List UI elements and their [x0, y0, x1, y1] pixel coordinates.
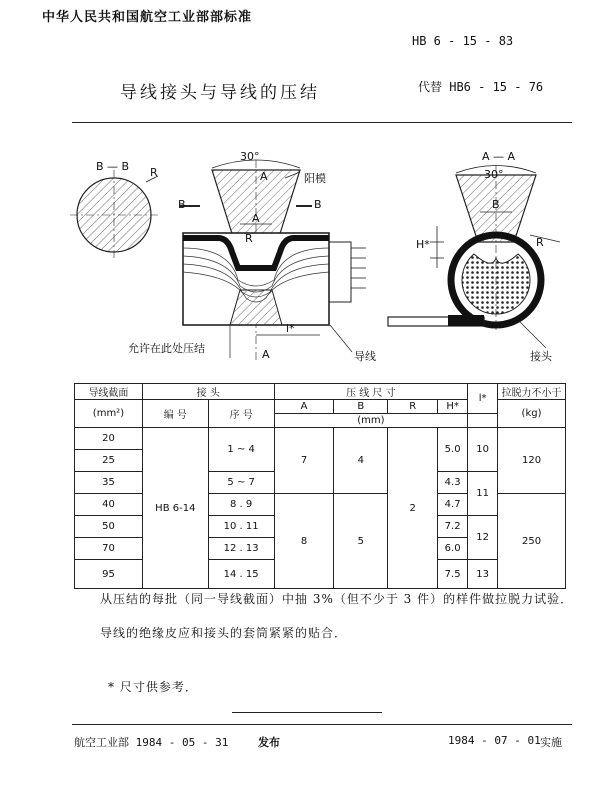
wire-section-cell: 95: [75, 560, 143, 589]
section-marker-a-bottom: A: [262, 348, 270, 361]
dimension-h-label: H*: [416, 238, 430, 251]
document-title: 导线接头与导线的压结: [120, 83, 320, 103]
effective-label: 实施: [540, 736, 562, 749]
h-value-cell: 6.0: [438, 538, 468, 560]
section-bb-view: [70, 170, 158, 260]
angle-label-right: 30°: [484, 168, 504, 181]
l-value-cell: 13: [468, 560, 498, 589]
note-sampling: 从压结的每批（同一导线截面）中抽 3%（但不少于 3 件）的样件做拉脱力试验．: [100, 592, 574, 606]
wire-section-cell: 35: [75, 472, 143, 494]
short-divider: [232, 712, 382, 713]
header-wire-section: 导线截面: [75, 384, 143, 400]
wire-section-cell: 40: [75, 494, 143, 516]
angle-label-middle: 30°: [240, 150, 260, 163]
header-terminal: 接 头: [142, 384, 274, 400]
header-terminal-no: 编 号: [142, 400, 208, 428]
dimension-a-label: A: [252, 212, 260, 225]
seq-cell: 10 . 11: [208, 516, 274, 538]
pull-value-cell: 120: [498, 428, 566, 494]
l-value-cell: 11: [468, 472, 498, 516]
b-value-cell: 4: [334, 428, 388, 494]
wire-label: 导线: [354, 350, 376, 363]
b-value-cell: 5: [334, 494, 388, 589]
seq-cell: 1 ~ 4: [208, 428, 274, 472]
wire-section-cell: 20: [75, 428, 143, 450]
crimp-die-view: [180, 160, 366, 360]
h-value-cell: 4.7: [438, 494, 468, 516]
header-pull-force: 拉脱力不小于: [498, 384, 566, 400]
pull-value-cell: 250: [498, 494, 566, 589]
l-value-cell: 12: [468, 516, 498, 560]
wire-section-cell: 50: [75, 516, 143, 538]
r-value-cell: 2: [388, 428, 438, 589]
seq-cell: 12 . 13: [208, 538, 274, 560]
dimension-b-right: B: [492, 198, 500, 211]
header-wire-unit: (mm²): [75, 400, 143, 428]
header-a: A: [274, 400, 334, 414]
section-marker-b-left: B: [178, 198, 186, 211]
note-insulation: 导线的绝缘皮应和接头的套筒紧紧的贴合．: [100, 626, 348, 640]
replaces-standard: 代替 HB6 - 15 - 76: [418, 80, 544, 94]
header-r: R: [388, 400, 438, 414]
org-title: 中华人民共和国航空工业部部标准: [42, 10, 253, 25]
header-rule: [72, 122, 572, 123]
section-aa-view: [388, 165, 560, 348]
dimension-r-label: R: [245, 232, 253, 245]
section-bb-label: B — B: [96, 160, 130, 173]
terminal-label: 接头: [530, 350, 552, 363]
issued-label: 发布: [258, 736, 280, 749]
header-l-blank: [468, 414, 498, 428]
seq-cell: 5 ~ 7: [208, 472, 274, 494]
section-marker-b-right: B: [314, 198, 322, 211]
radius-label-right: R: [536, 236, 544, 249]
header-b: B: [334, 400, 388, 414]
crimp-spec-table: [74, 383, 566, 589]
anvil-label: 阳模: [304, 172, 326, 185]
h-value-cell: 5.0: [438, 428, 468, 472]
standard-number: HB 6 - 15 - 83: [412, 34, 514, 48]
terminal-number-cell: HB 6-14: [142, 428, 208, 589]
footer-rule: [72, 724, 572, 725]
a-value-cell: 8: [274, 494, 334, 589]
header-h: H*: [438, 400, 468, 414]
h-value-cell: 7.5: [438, 560, 468, 589]
effective-date: 1984 - 07 - 01: [448, 734, 541, 747]
wire-section-cell: 25: [75, 450, 143, 472]
radius-label-left: R: [150, 166, 158, 179]
footnote-reference: * 尺寸供参考．: [108, 680, 198, 694]
seq-cell: 8 . 9: [208, 494, 274, 516]
dimension-l-label: l*: [286, 322, 295, 335]
issuer-date: 航空工业部 1984 - 05 - 31: [74, 736, 229, 749]
header-terminal-seq: 序 号: [208, 400, 274, 428]
l-value-cell: 10: [468, 428, 498, 472]
h-value-cell: 7.2: [438, 516, 468, 538]
header-l: l*: [468, 384, 498, 414]
header-mm-unit: (mm): [274, 414, 468, 428]
header-pull-unit: (kg): [498, 400, 566, 428]
seq-cell: 14 . 15: [208, 560, 274, 589]
a-value-cell: 7: [274, 428, 334, 494]
header-crimp-dims: 压 线 尺 寸: [274, 384, 468, 400]
section-marker-a-top: A: [260, 170, 268, 183]
crimp-allowed-note: 允许在此处压结: [128, 342, 205, 355]
h-value-cell: 4.3: [438, 472, 468, 494]
section-aa-label: A — A: [482, 150, 516, 163]
wire-section-cell: 70: [75, 538, 143, 560]
technical-drawing: [0, 130, 600, 375]
